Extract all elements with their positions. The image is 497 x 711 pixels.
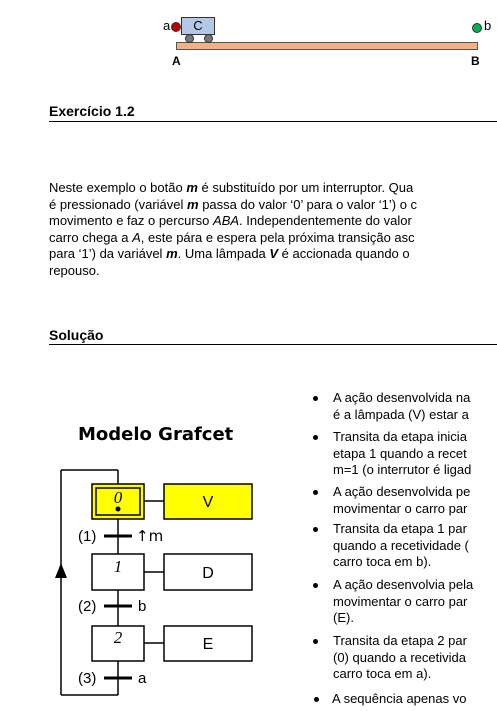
transition-number-1: (1) xyxy=(78,528,97,545)
action-label-0: V xyxy=(202,494,214,511)
exercise-text-run: para ‘1’) da variável xyxy=(49,246,167,262)
bullet-text-line: movimentar o carro par xyxy=(333,500,468,516)
bullet-text-line: etapa 1 quando a recet xyxy=(333,445,467,461)
step-number-1: 1 xyxy=(113,557,123,576)
bullet-text-line: Transita da etapa inicia xyxy=(333,429,467,444)
bullet-text-line: movimentar o carro par xyxy=(333,593,468,609)
exercise-text-run: . Uma lâmpada xyxy=(177,246,270,262)
bullet-text-line: carro toca em a). xyxy=(333,666,432,681)
exercise-text-run: A xyxy=(132,229,141,245)
bullet-text-line: (0) quando a recetivida xyxy=(333,649,466,665)
exercise-text-run: ABA xyxy=(213,213,240,229)
exercise-text-run: Neste exemplo o botão xyxy=(49,180,187,195)
exercise-text-run: é accionada quando o xyxy=(278,246,410,262)
exercise-text-run: V xyxy=(269,246,279,262)
transition-condition-3: a xyxy=(138,670,147,687)
exercise-text-run: passa do valor ‘0’ para o valor ‘1’) o c xyxy=(198,196,418,212)
exercise-text-run: carro chega a xyxy=(49,229,133,245)
bullet-text-line: carro toca em b). xyxy=(333,554,432,569)
transition-number-2: (2) xyxy=(78,598,97,615)
bullet-text-line: A ação desenvolvida pe xyxy=(333,484,471,499)
bullet-text-line: quando a recetividade ( xyxy=(333,537,469,553)
exercise-text-run: m xyxy=(186,180,198,195)
bullet-text-line: m=1 (o interrutor é ligad xyxy=(333,462,472,477)
return-arrow-icon xyxy=(55,563,67,578)
transition-condition-2: b xyxy=(138,598,147,615)
exercise-text-run: movimento e faz o percurso xyxy=(49,213,214,229)
bullet-text-line: A sequência apenas vo xyxy=(332,691,467,706)
action-label-1: D xyxy=(202,565,214,582)
cart-label: C xyxy=(193,18,203,33)
bullet-text-line: A ação desenvolvia pela xyxy=(333,577,474,592)
grafcet-title: Modelo Grafcet xyxy=(78,424,234,445)
exercise-text-run: m xyxy=(187,196,199,212)
exercise-text-run: é pressionado (variável xyxy=(49,196,188,212)
exercise-text-run: , este pára e espera pela próxima transição asc xyxy=(140,229,415,245)
bullet-text-line: (E). xyxy=(333,610,354,625)
solution-heading: Solução xyxy=(49,327,104,343)
step-number-2: 2 xyxy=(113,628,123,647)
bullet-text-line: é a lâmpada (V) estar a xyxy=(333,406,469,422)
transition-number-3: (3) xyxy=(78,670,97,687)
sensor-a-label: a xyxy=(163,18,171,33)
active-token-icon xyxy=(116,507,121,512)
exercise-text-run: m xyxy=(166,246,178,262)
exercise-text-run: . Independentemente do valor xyxy=(239,213,412,229)
step-number-0: 0 xyxy=(113,488,123,507)
transition-condition-1: ↑m xyxy=(136,527,164,545)
bullet-text-line: Transita da etapa 1 par xyxy=(333,521,467,536)
bullet-text-line: Transita da etapa 2 par xyxy=(333,633,467,648)
exercise-text-run: é substituído por um interruptor. Qua xyxy=(197,180,414,195)
exercise-heading: Exercício 1.2 xyxy=(49,103,135,119)
bullet-text-line: A ação desenvolvida na xyxy=(333,390,471,405)
sensor-b-label: b xyxy=(484,18,492,33)
position-B-label: B xyxy=(471,54,480,68)
position-A-label: A xyxy=(172,54,181,68)
exercise-text-run: repouso. xyxy=(49,262,100,278)
action-label-2: E xyxy=(202,636,214,653)
